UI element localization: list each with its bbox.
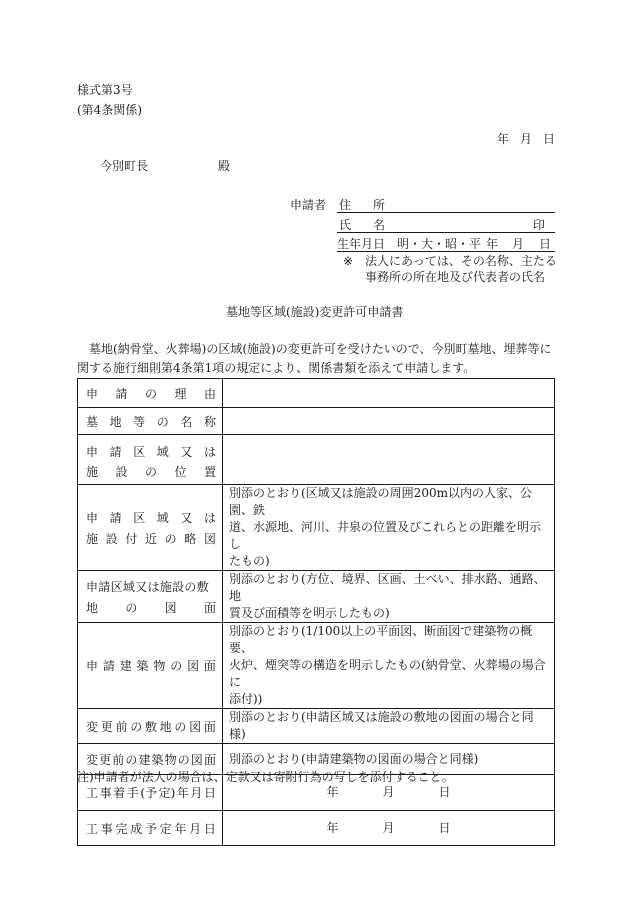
- name-field[interactable]: [337, 217, 555, 233]
- day-label: 日: [542, 132, 555, 146]
- row-label-completion-date: 工 事 完 成 予 定 年 月 日: [78, 811, 223, 846]
- birth-year-label: 年: [486, 237, 499, 251]
- table-row: [78, 408, 555, 435]
- site-plan-value[interactable]: 別添のとおり(方位、境界、区画、土べい、排水路、通路、地 質及び面積等を明示したもの): [223, 571, 555, 623]
- completion-day-label: 日: [438, 820, 451, 835]
- reason-value[interactable]: [223, 379, 555, 408]
- intro-line-1: 墓地(納骨堂、火葬場)の区域(施設)の変更許可を受けたいので、今別町墓地、埋葬等に: [89, 342, 552, 356]
- applicant-label: 申請者: [290, 198, 327, 212]
- table-row: [78, 379, 555, 408]
- birth-month-label: 月: [512, 237, 525, 251]
- name-label-1: 氏: [339, 218, 352, 232]
- corporate-note-line1: 法人にあっては、その名称、主たる: [365, 254, 557, 268]
- row-label-site-plan: 申請区域又は施設の敷 地 の 図 面: [78, 571, 223, 623]
- row-label-location: 申 請 区 域 又 は 施 設 の 位 置: [78, 435, 223, 485]
- completion-year-label: 年: [326, 820, 339, 835]
- table-row: [78, 485, 555, 571]
- birthdate-label: 生年月日: [337, 237, 386, 251]
- table-row: [78, 571, 555, 623]
- row-label-cemetery-name: 墓 地 等 の 名 称: [78, 408, 223, 435]
- addressee-name: 今別町長: [100, 159, 149, 173]
- cemetery-name-value[interactable]: [223, 408, 555, 435]
- note-mark: ※: [343, 254, 354, 268]
- form-number: 様式第3号: [77, 83, 133, 97]
- name-label-2: 名: [373, 218, 386, 232]
- row-label-prior-building-plan: 変 更 前 の 建 築 物 の 図 面: [78, 744, 223, 775]
- vicinity-map-value[interactable]: 別添のとおり(区域又は施設の周囲200m以内の人家、公園、鉄 道、水源地、河川、井泉の位置及びこれらとの距離を明示し たもの): [223, 485, 555, 571]
- prior-site-plan-value[interactable]: 別添のとおり(申請区域又は施設の敷地の図面の場合と同様): [223, 709, 555, 744]
- row-label-vicinity-map: 申 請 区 域 又 は 施 設 付 近 の 略 図: [78, 485, 223, 571]
- month-label: 月: [519, 132, 532, 146]
- start-month-label: 月: [382, 785, 395, 799]
- completion-date-value[interactable]: [223, 811, 555, 846]
- row-label-prior-site-plan: 変 更 前 の 敷 地 の 図 面: [78, 709, 223, 744]
- birthdate-field[interactable]: [337, 236, 555, 252]
- date-line: [497, 133, 555, 145]
- intro-line-2: 関する施行細則第4条第1項の規定により、関係書類を添えて申請します。: [77, 361, 476, 375]
- prior-building-plan-value[interactable]: 別添のとおり(申請建築物の図面の場合と同様): [223, 744, 555, 775]
- era-options: 明・大・昭・平: [397, 237, 482, 251]
- table-row: [78, 623, 555, 709]
- document-title: 墓地等区域(施設)変更許可申請書: [226, 305, 404, 319]
- seal-mark: 印: [532, 218, 545, 232]
- table-row: [78, 709, 555, 744]
- building-plan-value[interactable]: 別添のとおり(1/100以上の平面図、断面図で建築物の概要、 火炉、煙突等の構造を明示したもの(納骨堂、火葬場の場合に 添付)): [223, 623, 555, 709]
- address-label-1: 住: [339, 198, 352, 212]
- footnote: 注)申請者が法人の場合は、定款又は寄附行為の写しを添付すること。: [77, 770, 454, 784]
- row-label-building-plan: 申 請 建 築 物 の 図 面: [78, 623, 223, 709]
- address-label-2: 所: [373, 198, 386, 212]
- start-day-label: 日: [438, 785, 451, 799]
- table-row: [78, 811, 555, 846]
- address-field[interactable]: [337, 197, 555, 213]
- location-value[interactable]: [223, 435, 555, 485]
- addressee-honorific: 殿: [218, 159, 231, 173]
- completion-month-label: 月: [382, 820, 395, 835]
- year-label: 年: [497, 132, 510, 146]
- corporate-note-line2: 事務所の所在地及び代表者の氏名: [365, 270, 546, 284]
- row-label-start-date: 工 事 着 手 (予 定) 年 月 日: [78, 775, 223, 811]
- birth-day-label: 日: [539, 237, 552, 251]
- start-year-label: 年: [326, 785, 339, 799]
- article-reference: (第4条関係): [77, 103, 142, 117]
- table-row: [78, 435, 555, 485]
- row-label-reason: 申 請 の 理 由: [78, 379, 223, 408]
